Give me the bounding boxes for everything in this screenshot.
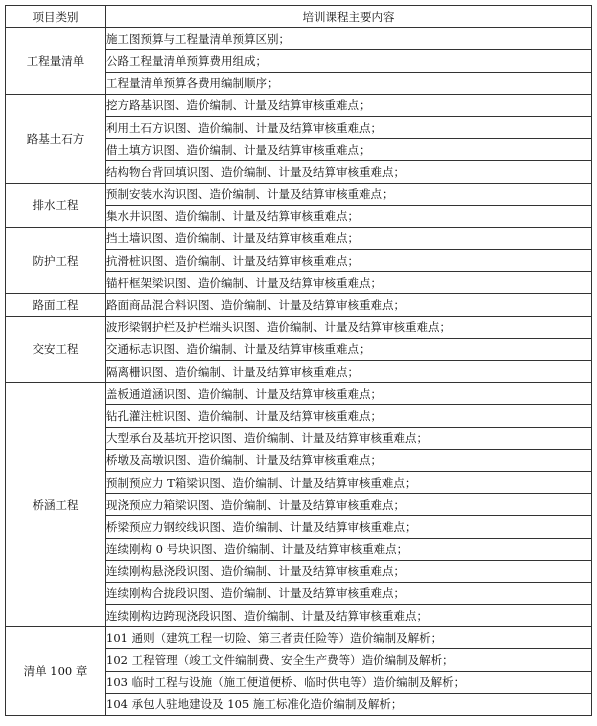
table-row — [6, 183, 592, 205]
content-cell: 预制预应力 T箱梁识图、造价编制、计量及结算审核重难点； — [106, 471, 592, 493]
content-cell: 路面商品混合料识图、造价编制、计量及结算审核重难点； — [106, 294, 592, 316]
category-cell: 路面工程 — [6, 294, 106, 316]
content-cell: 钻孔灌注桩识图、造价编制、计量及结算审核重难点； — [106, 405, 592, 427]
content-cell: 桥墩及高墩识图、造价编制、计量及结算审核重难点； — [106, 449, 592, 471]
category-cell: 清单 100 章 — [6, 627, 106, 716]
training-course-table — [5, 5, 592, 716]
content-cell: 大型承台及基坑开挖识图、造价编制、计量及结算审核重难点； — [106, 427, 592, 449]
category-cell: 工程量清单 — [6, 28, 106, 95]
content-cell: 波形梁钢护栏及护栏端头识图、造价编制、计量及结算审核重难点； — [106, 316, 592, 338]
header-category: 项目类别 — [6, 6, 106, 28]
content-cell: 工程量清单预算各费用编制顺序； — [106, 72, 592, 94]
content-cell: 101 通则（建筑工程一切险、第三者责任险等）造价编制及解析； — [106, 627, 592, 649]
content-cell: 结构物台背回填识图、造价编制、计量及结算审核重难点； — [106, 161, 592, 183]
table-row — [6, 28, 592, 50]
content-cell: 预制安装水沟识图、造价编制、计量及结算审核重难点； — [106, 183, 592, 205]
content-cell: 103 临时工程与设施（施工便道便桥、临时供电等）造价编制及解析； — [106, 671, 592, 693]
table-row — [6, 227, 592, 249]
category-cell: 路基土石方 — [6, 94, 106, 183]
table-row — [6, 94, 592, 116]
content-cell: 借土填方识图、造价编制、计量及结算审核重难点； — [106, 139, 592, 161]
table-row — [6, 627, 592, 649]
content-cell: 公路工程量清单预算费用组成； — [106, 50, 592, 72]
content-cell: 连续刚构 0 号块识图、造价编制、计量及结算审核重难点； — [106, 538, 592, 560]
table-body — [6, 28, 592, 716]
table-row — [6, 294, 592, 316]
content-cell: 连续刚构合拢段识图、造价编制、计量及结算审核重难点； — [106, 582, 592, 604]
content-cell: 102 工程管理（竣工文件编制费、安全生产费等）造价编制及解析； — [106, 649, 592, 671]
content-cell: 集水井识图、造价编制、计量及结算审核重难点； — [106, 205, 592, 227]
content-cell: 抗滑桩识图、造价编制、计量及结算审核重难点； — [106, 250, 592, 272]
category-cell: 防护工程 — [6, 227, 106, 294]
category-cell: 桥涵工程 — [6, 383, 106, 627]
category-cell: 排水工程 — [6, 183, 106, 227]
content-cell: 利用土石方识图、造价编制、计量及结算审核重难点； — [106, 116, 592, 138]
category-cell: 交安工程 — [6, 316, 106, 383]
content-cell: 施工图预算与工程量清单预算区别； — [106, 28, 592, 50]
content-cell: 桥梁预应力钢绞线识图、造价编制、计量及结算审核重难点； — [106, 516, 592, 538]
document-page — [5, 5, 592, 716]
content-cell: 隔离栅识图、造价编制、计量及结算审核重难点； — [106, 361, 592, 383]
header-content: 培训课程主要内容 — [106, 6, 592, 28]
table-header — [6, 6, 592, 28]
content-cell: 盖板通道涵识图、造价编制、计量及结算审核重难点； — [106, 383, 592, 405]
header-row — [6, 6, 592, 28]
content-cell: 挡土墙识图、造价编制、计量及结算审核重难点； — [106, 227, 592, 249]
table-row — [6, 383, 592, 405]
content-cell: 104 承包人驻地建设及 105 施工标准化造价编制及解析； — [106, 693, 592, 715]
content-cell: 现浇预应力箱梁识图、造价编制、计量及结算审核重难点； — [106, 494, 592, 516]
content-cell: 交通标志识图、造价编制、计量及结算审核重难点； — [106, 338, 592, 360]
table-row — [6, 316, 592, 338]
content-cell: 连续刚构悬浇段识图、造价编制、计量及结算审核重难点； — [106, 560, 592, 582]
content-cell: 连续刚构边跨现浇段识图、造价编制、计量及结算审核重难点； — [106, 605, 592, 627]
content-cell: 锚杆框架梁识图、造价编制、计量及结算审核重难点； — [106, 272, 592, 294]
content-cell: 挖方路基识图、造价编制、计量及结算审核重难点； — [106, 94, 592, 116]
